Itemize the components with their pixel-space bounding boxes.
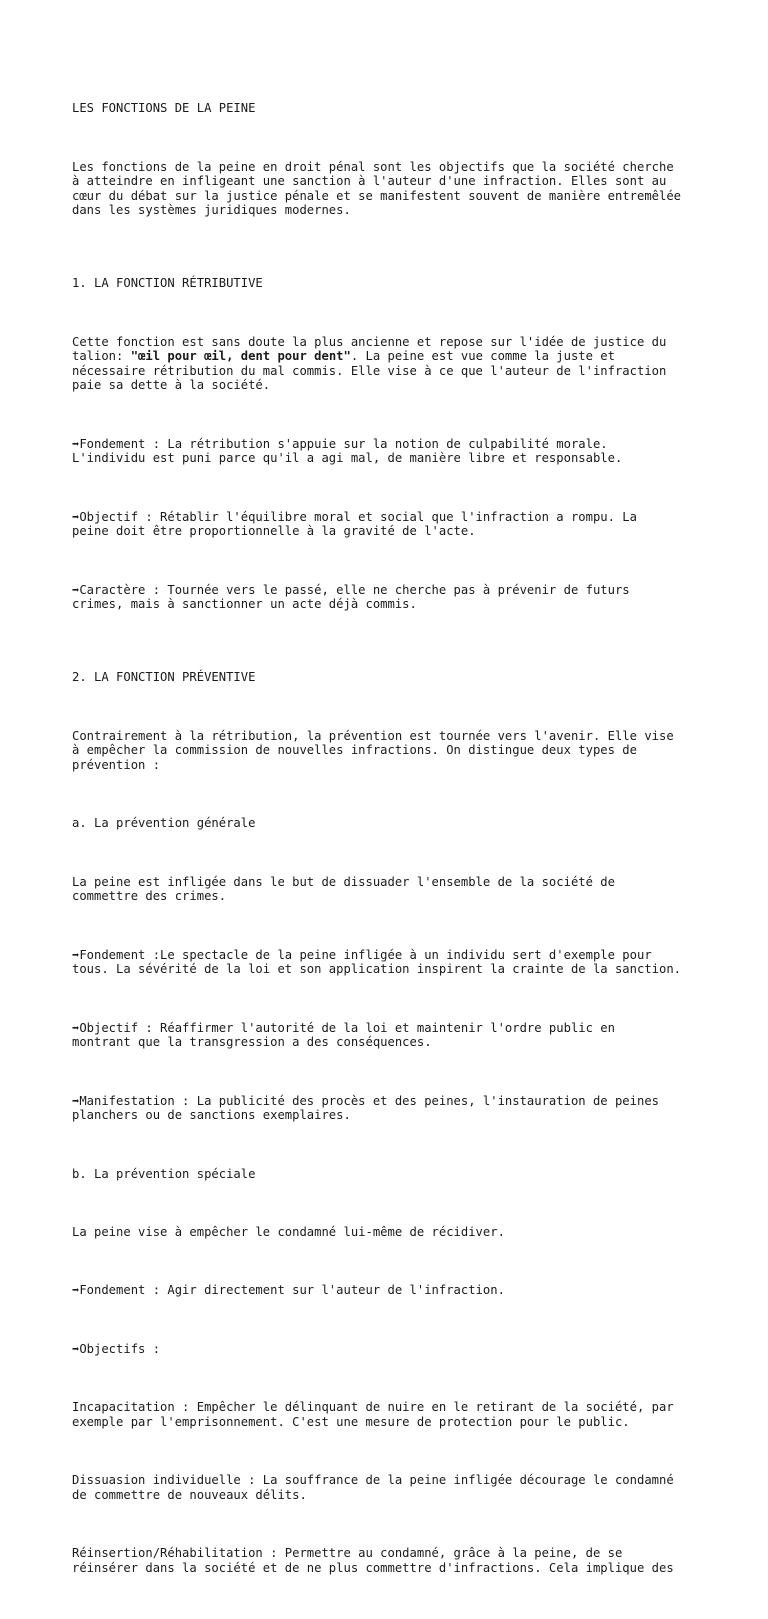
section-1-text-end: . La peine est vue comme la juste et nécessaire rétribution du mal commis. Elle vise à ce que l'auteur de l'infraction paie sa dette à la société. — [72, 349, 667, 393]
section-1-paragraph — [72, 335, 712, 393]
section-1-objectif: ➡Objectif : Rétablir l'équilibre moral et social que l'infraction a rompu. La peine doit être proportionnelle à la gravité de l'acte. — [72, 509, 637, 539]
section-2-intro: Contrairement à la rétribution, la prévention est tournée vers l'avenir. Elle vise à empêcher la commission de nouvelles infractions. On distingue deux types de prévention : — [72, 728, 674, 772]
intro-paragraph: Les fonctions de la peine en droit pénal sont les objectifs que la société cherche à atteindre en infligeant une sanction à l'auteur d'une infraction. Elles sont au cœur du débat sur la justice pénale et se manifestent souvent de manière entremêlée dans les systèmes juridiques modernes. — [72, 159, 682, 218]
subsection-b-intro: La peine vise à empêcher le condamné lui-même de récidiver. — [72, 1224, 505, 1239]
subsection-a-heading: a. La prévention générale — [72, 816, 256, 831]
section-2-heading: 2. LA FONCTION PRÉVENTIVE — [72, 670, 256, 685]
subsection-b-incapacitation: Incapacitation : Empêcher le délinquant de nuire en le retirant de la société, par exemple par l'emprisonnement. C'est une mesure de protection pour le public. — [72, 1400, 674, 1429]
section-1-fondement: ➡Fondement : La rétribution s'appuie sur la notion de culpabilité morale. L'individu est puni parce qu'il a agi mal, de manière libre et responsable. — [72, 436, 623, 466]
subsection-b-reinsertion: Réinsertion/Réhabilitation : Permettre au condamné, grâce à la peine, de se réinsérer dans la société et de ne plus commettre d'infractions. Cela implique des — [72, 1545, 674, 1575]
subsection-b-fondement: ➡Fondement : Agir directement sur l'auteur de l'infraction. — [72, 1283, 505, 1298]
subsection-a-intro: La peine est infligée dans le but de dissuader l'ensemble de la société de commettre des crimes. — [72, 874, 615, 904]
subsection-a-objectif: ➡Objectif : Réaffirmer l'autorité de la loi et maintenir l'ordre public en montrant que la transgression a des conséquences. — [72, 1020, 615, 1050]
subsection-b-dissuasion: Dissuasion individuelle : La souffrance de la peine infligée décourage le condamné de commettre de nouveaux délits. — [72, 1473, 674, 1502]
talion-quote: "œil pour œil, dent pour dent" — [130, 349, 351, 364]
section-1-caractere: ➡Caractère : Tournée vers le passé, elle ne cherche pas à prévenir de futurs crimes, mais à sanctionner un acte déjà commis. — [72, 582, 630, 612]
section-1-text-start: Cette fonction est sans doute la plus ancienne et repose sur l'idée de justice du talion: — [72, 334, 667, 364]
subsection-b-heading: b. La prévention spéciale — [72, 1166, 256, 1181]
document-title: LES FONCTIONS DE LA PEINE — [72, 101, 256, 116]
subsection-a-fondement: ➡Fondement :Le spectacle de la peine infligée à un individu sert d'exemple pour tous. La sévérité de la loi et son application inspirent la crainte de la sanction. — [72, 947, 682, 977]
subsection-a-manifestation: ➡Manifestation : La publicité des procès et des peines, l'instauration de peines planchers ou de sanctions exemplaires. — [72, 1093, 659, 1123]
document-body — [72, 72, 712, 1619]
subsection-b-objectifs: ➡Objectifs : — [72, 1341, 161, 1356]
section-1-heading: 1. LA FONCTION RÉTRIBUTIVE — [72, 276, 263, 291]
